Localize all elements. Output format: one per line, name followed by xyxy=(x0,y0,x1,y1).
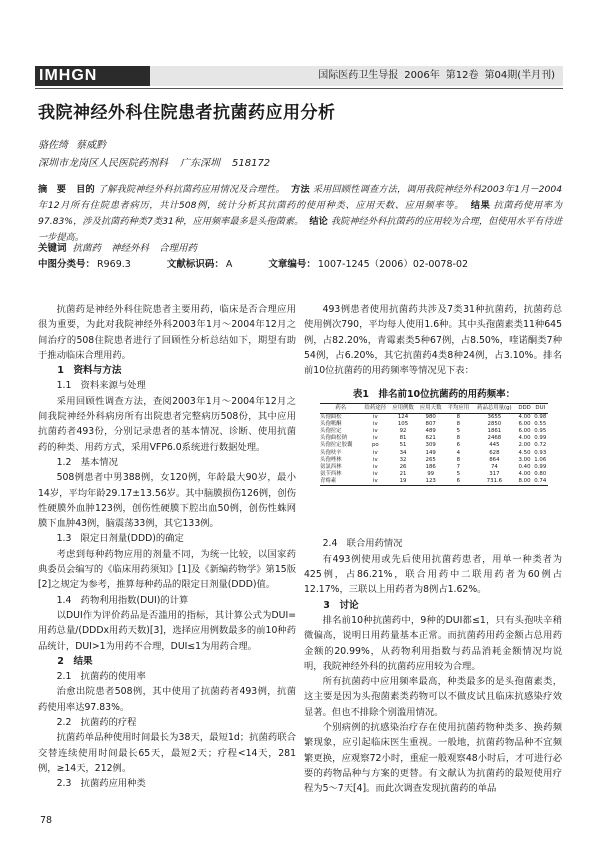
objective-label: 目的 xyxy=(76,184,95,195)
table-row xyxy=(320,442,548,449)
journal-volume: 第12卷 xyxy=(445,70,479,81)
intro-paragraph: 抗菌药是神经外科住院患者主要用药，临床是否合理应用很为重要，为此对我院神经外科2003年1月～2004年12月之间治疗的508住院患者进行了回顾性分析总结如下，期望有助于推动临床合理用药。 xyxy=(38,304,296,361)
body-paragraph: 采用回顾性调查方法，查阅2003年1月～2004年12月之间我院神经外科病房所有出院患者完整病历508份，其中应用抗菌药者493份，分别记录患者的基本情况、诊断、使用抗菌药的种类、用药方式，采用VFP6.0系统进行数据处理。 xyxy=(38,395,296,453)
table-cell: 6.00 xyxy=(518,421,531,428)
keyword: 合理用药 xyxy=(159,243,198,254)
conclusion-text: 我院神经外科抗菌药的应用较为合理，但使用水平有待进一步提高。 xyxy=(38,216,563,243)
table-cell: 头孢哌酮 xyxy=(320,421,342,428)
left-column xyxy=(38,302,296,792)
subsection-heading: 2.3 抗菌药应用种类 xyxy=(56,778,146,790)
table-row xyxy=(320,421,548,428)
table-cell: iv xyxy=(372,449,378,456)
classification-line xyxy=(38,256,468,270)
section-heading: 1 资料与方法 xyxy=(57,365,122,377)
body-paragraph: 有493例使用或先后使用抗菌药患者，用单一种类者为425例，占86.21%，联合用药中二联用药者为60例占12.17%，三联以上用药者为8例占1.62%。 xyxy=(304,553,562,596)
table-cell: 1.06 xyxy=(534,456,547,463)
col-header: 药品总用量(g) xyxy=(472,404,516,414)
doc-code-label: 文献标识码： xyxy=(166,259,224,270)
table-cell: 0.99 xyxy=(534,435,547,442)
table-cell: 19 xyxy=(389,478,417,486)
table-cell: 621 xyxy=(425,435,436,442)
conclusion-label: 结论 xyxy=(309,216,328,227)
journal-info xyxy=(312,66,555,86)
table-cell: 氨苄西林 xyxy=(320,470,342,477)
table-cell: 3655 xyxy=(487,414,502,421)
col-header: DDD xyxy=(517,404,533,414)
subsection-heading: 1.4 药物利用指数(DUI)的计算 xyxy=(56,594,189,606)
section-heading: 3 讨论 xyxy=(323,599,359,611)
table-cell: po xyxy=(371,442,379,449)
journal-name: 国际医药卫生导报 xyxy=(318,70,399,81)
clc-code: R969.3 xyxy=(97,259,131,270)
body-paragraph: 493例患者使用抗菌药共涉及7类31种抗菌药，抗菌药总使用例次790，平均每人使用1.6种。其中头孢菌素类11种645例，占82.20%，青霉素类5种67例，占8.50%，喹诺酮类7种54例，占6.20%，其它抗菌药4类8种24例，占3.10%。排名前10位抗菌药的用药频率等情况见下表： xyxy=(304,304,562,377)
affiliation-dept: 深圳市龙岗区人民医院药剂科 xyxy=(38,158,168,169)
table-cell: 0.98 xyxy=(534,414,547,421)
body-paragraph: 508例患者中男388例，女120例，年龄最大90岁，最小14岁，平均年龄29.17±13.56岁。其中脑膜损伤126例，创伤性硬膜外血肿123例，创伤性硬膜下腔出血50例，创伤性蛛网膜下血肿43例，脑震荡33例，其它133例。 xyxy=(38,472,296,530)
table-cell: 731.6 xyxy=(472,478,516,486)
table-cell: 头孢唑林 xyxy=(320,456,342,463)
table-cell: 26 xyxy=(399,463,407,470)
col-header: DUI xyxy=(533,404,548,414)
journal-issue: 第04期(半月刊) xyxy=(484,70,555,81)
table-cell: iv xyxy=(372,421,378,428)
table-cell: 4.00 xyxy=(518,435,531,442)
table-cell: iv xyxy=(372,414,378,421)
table-row xyxy=(320,464,548,471)
table-row xyxy=(320,471,548,478)
table-cell: 1861 xyxy=(487,428,502,435)
table-cell: 8 xyxy=(456,414,461,421)
body-paragraph: 排名前10种抗菌药中，9种的DUI都≤1，只有头孢呋辛稍微偏高，说明日用药量基本正常。而抗菌药用药金额占总用药金额的20.99%，从药物利用指数与药品消耗金额情况均说明，我院神经外科的抗菌药应用较为合理。 xyxy=(304,614,562,672)
table-cell: 489 xyxy=(425,428,436,435)
body-paragraph: 考虑到每种药物应用的剂量不同，为统一比较，以国家药典委员会编写的《临床用药须知》[1]及《新编药物学》第15版[2]之规定为参考，推算每种药品的限定日剂量(DDD)值。 xyxy=(38,548,296,591)
table-cell: 81 xyxy=(399,435,407,442)
body-paragraph: 抗菌药单品种使用时间最长为38天，最短1d；抗菌药联合交替连续使用时间最长65天，最短2天；疗程<14天，281例，≥14天，212例。 xyxy=(38,732,296,774)
affiliation xyxy=(38,154,282,169)
table-cell: 头孢曲松钠 xyxy=(320,435,347,442)
col-header: 应用例数 xyxy=(389,404,417,414)
table-cell: 807 xyxy=(425,421,436,428)
author: 骆佐绮 xyxy=(38,140,68,151)
table-cell: iv xyxy=(372,456,378,463)
table-cell: 2850 xyxy=(487,421,502,428)
table-cell: 3.00 xyxy=(518,456,531,463)
table-cell: 6 xyxy=(445,478,473,486)
subsection-heading: 2.1 抗菌药的使用率 xyxy=(56,671,146,683)
col-header: 应用天数 xyxy=(417,404,445,414)
table-cell: 0.74 xyxy=(534,477,547,484)
result-text: 抗菌药使用率为97.83%，涉及抗菌药种类7类31种，应用频率最多是头孢菌素。 xyxy=(38,200,563,227)
table-block xyxy=(320,386,548,486)
table-cell: 8 xyxy=(456,435,461,442)
table-cell: iv xyxy=(362,478,390,486)
table-cell: 186 xyxy=(425,463,436,470)
body-paragraph: 所有抗菌药中应用频率最高，种类最多的是头孢菌素类，这主要是因为头孢菌素类药物可以不做皮试且临床抗感染疗效显著。但也不排除个别滥用情况。 xyxy=(304,676,562,718)
table-cell: 317 xyxy=(489,470,500,477)
subsection-heading: 2.4 联合用药情况 xyxy=(322,538,403,550)
doc-code: A xyxy=(225,259,233,270)
table-cell: 51 xyxy=(399,442,407,449)
table-cell: 34 xyxy=(399,449,407,456)
table-cell: 0.80 xyxy=(534,470,547,477)
abstract-label: 摘 要 xyxy=(38,184,67,195)
table-cell: 头孢拉定胶囊 xyxy=(320,442,353,449)
table-cell: iv xyxy=(372,463,378,470)
keywords xyxy=(38,240,207,254)
table-row xyxy=(320,478,548,486)
table-cell: 149 xyxy=(425,449,436,456)
table-cell: 0.95 xyxy=(534,428,547,435)
table-cell: 92 xyxy=(399,428,407,435)
table-cell: 4.50 xyxy=(518,449,531,456)
objective-text: 了解我院神经外科抗菌药应用情况及合理性。 xyxy=(97,184,285,195)
table-cell: 0.99 xyxy=(534,463,547,470)
table-cell: 0.72 xyxy=(534,442,547,449)
table-cell: 99 xyxy=(427,470,435,477)
keyword: 抗菌药 xyxy=(72,243,102,254)
keyword: 神经外科 xyxy=(111,243,150,254)
table-row xyxy=(320,414,548,422)
table-cell: 309 xyxy=(425,442,436,449)
article-title: 我院神经外科住院患者抗菌药应用分析 xyxy=(38,103,336,123)
body-paragraph: 治愈出院患者508例，其中使用了抗菌药者493例，抗菌药使用率达97.83%。 xyxy=(38,686,296,713)
method-label: 方法 xyxy=(291,184,310,195)
table-cell: 5 xyxy=(456,470,461,477)
table-cell: iv xyxy=(372,428,378,435)
table-cell: 32 xyxy=(399,456,407,463)
body-paragraph: 个别病例的抗感染治疗存在使用抗菌药物种类多、换药频繁现象，应引起临床医生重视。一般地，抗菌药物品种不宜频繁更换，应观察72小时，重症一般观察48小时后，才可进行必要的药物品种与方案的更替。有文献认为抗菌药的最短使用疗程为5～7天[4]。而此次调查发现抗菌药的单品 xyxy=(304,722,562,795)
table-cell: 头孢拉定 xyxy=(320,428,342,435)
table-cell: 4 xyxy=(456,449,461,456)
table-cell: 头孢呋辛 xyxy=(320,449,342,456)
article-no: 1007-1245（2006）02-0078-02 xyxy=(317,259,469,270)
table-cell: 4.00 xyxy=(518,414,531,421)
table-cell: 8 xyxy=(456,421,461,428)
right-column xyxy=(304,302,562,797)
subsection-heading: 1.3 限定日剂量(DDD)的确定 xyxy=(56,533,184,545)
table-cell: 头孢曲松 xyxy=(320,414,342,421)
table-cell: 5 xyxy=(456,428,461,435)
table-cell: 7 xyxy=(456,463,461,470)
table-row xyxy=(320,435,548,442)
table-cell: iv xyxy=(372,470,378,477)
table-cell: 青霉素 xyxy=(320,478,362,486)
col-header: 药名 xyxy=(320,404,362,414)
subsection-heading: 1.1 资料来源与处理 xyxy=(56,380,146,392)
table-row xyxy=(320,450,548,457)
header-rule xyxy=(35,88,563,89)
table-cell: 980 xyxy=(425,414,436,421)
table-cell: 4.00 xyxy=(518,470,531,477)
author: 蔡威黔 xyxy=(76,140,106,151)
table-body xyxy=(320,414,548,486)
table-cell: 123 xyxy=(417,478,445,486)
table-row xyxy=(320,457,548,464)
authors xyxy=(38,136,114,151)
table-cell: iv xyxy=(372,435,378,442)
table-cell: 6 xyxy=(456,442,461,449)
affiliation-city: 广东深圳 xyxy=(180,158,220,169)
table-header-row xyxy=(320,404,548,414)
table-cell: 2.00 xyxy=(518,442,531,449)
table-row xyxy=(320,428,548,435)
method-text: 采用回顾性调查方法，调用我院神经外科2003年1月－2004年12月所有住院患者病历，共计508例，统计分析其抗菌药的使用种类、应用天数、应用频率等。 xyxy=(38,184,563,211)
table-cell: 628 xyxy=(489,449,500,456)
subsection-heading: 2.2 抗菌药的疗程 xyxy=(56,717,137,729)
affiliation-postcode: 518172 xyxy=(232,158,271,169)
table-cell: 21 xyxy=(399,470,407,477)
table-cell: 8.00 xyxy=(518,477,531,484)
keywords-label: 关键词 xyxy=(38,243,67,254)
table-cell: 864 xyxy=(489,456,500,463)
clc-label: 中图分类号： xyxy=(38,259,96,270)
journal-year: 2006年 xyxy=(404,70,440,81)
table-cell: 氨氯西林 xyxy=(320,463,342,470)
section-heading: 2 结果 xyxy=(57,655,93,667)
abstract xyxy=(38,182,562,246)
table-cell: 2468 xyxy=(487,435,502,442)
result-label: 结果 xyxy=(470,200,491,211)
table-cell: 265 xyxy=(425,456,436,463)
table-cell: 105 xyxy=(397,421,409,428)
table-cell: 445 xyxy=(489,442,500,449)
table-cell: 8 xyxy=(456,456,461,463)
page-number: 78 xyxy=(40,815,53,826)
table-caption: 表1 排名前10位抗菌药的用药频率： xyxy=(352,389,516,400)
table-cell: 0.93 xyxy=(534,449,547,456)
table-cell: 0.40 xyxy=(518,463,531,470)
table-cell: 74 xyxy=(490,463,498,470)
col-header: 给药途径 xyxy=(362,404,390,414)
body-paragraph: 以DUI作为评价药品是否滥用的指标，其计算公式为DUI=用药总量/(DDDx用药天数)[3]，选择应用例数最多的前10种药品统计，DUI>1为用药不合理，DUI≤1为用药合理。 xyxy=(38,609,296,652)
table-cell: 124 xyxy=(397,414,409,421)
subsection-heading: 1.2 基本情况 xyxy=(56,456,118,468)
table-cell: 0.55 xyxy=(534,421,547,428)
journal-logo: IMHGN xyxy=(35,66,150,86)
article-no-label: 文章编号： xyxy=(268,259,316,270)
header-bar xyxy=(150,66,563,86)
table-cell: 6.00 xyxy=(518,428,531,435)
col-header: 平均应用 xyxy=(445,404,473,414)
drug-frequency-table xyxy=(320,403,548,486)
